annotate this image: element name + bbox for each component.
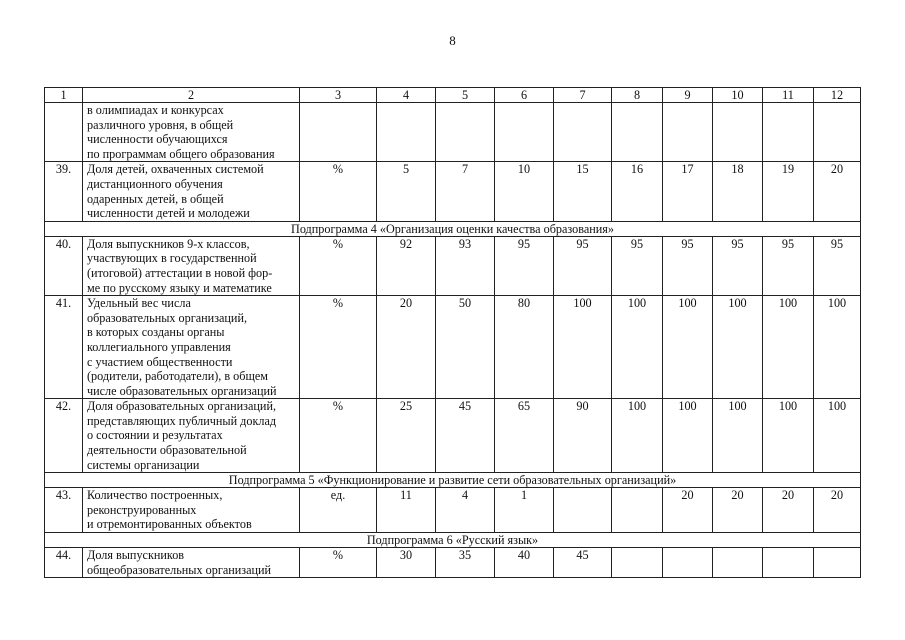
year-value: 45 <box>436 399 495 473</box>
year-value <box>713 548 763 578</box>
column-number: 3 <box>300 88 377 103</box>
unit-of-measure: % <box>300 162 377 221</box>
column-number-row <box>45 88 861 103</box>
year-value: 7 <box>436 162 495 221</box>
year-value: 4 <box>436 488 495 533</box>
year-value <box>663 103 713 162</box>
year-value: 100 <box>814 296 861 399</box>
year-value: 20 <box>814 488 861 533</box>
year-value <box>763 103 814 162</box>
year-value <box>377 103 436 162</box>
year-value: 95 <box>495 236 554 295</box>
subprogram-title: Подпрограмма 4 «Организация оценки качества образования» <box>45 221 861 236</box>
year-value: 50 <box>436 296 495 399</box>
year-value: 95 <box>612 236 663 295</box>
page-number: 8 <box>449 33 456 48</box>
unit-of-measure <box>300 103 377 162</box>
year-value: 15 <box>554 162 612 221</box>
year-value: 40 <box>495 548 554 578</box>
year-value: 16 <box>612 162 663 221</box>
subprogram-row <box>45 221 861 236</box>
year-value <box>554 103 612 162</box>
indicator-name: Доля выпускников общеобразовательных организаций <box>83 548 300 578</box>
year-value <box>663 548 713 578</box>
year-value: 95 <box>713 236 763 295</box>
year-value: 93 <box>436 236 495 295</box>
year-value <box>814 548 861 578</box>
table-row <box>45 548 861 578</box>
unit-of-measure: % <box>300 548 377 578</box>
row-number: 44. <box>45 548 83 578</box>
year-value: 100 <box>763 296 814 399</box>
year-value <box>814 103 861 162</box>
year-value: 30 <box>377 548 436 578</box>
unit-of-measure: % <box>300 236 377 295</box>
unit-of-measure: ед. <box>300 488 377 533</box>
subprogram-row <box>45 533 861 548</box>
year-value: 95 <box>554 236 612 295</box>
table-row <box>45 162 861 221</box>
year-value: 90 <box>554 399 612 473</box>
subprogram-title: Подпрограмма 5 «Функционирование и развитие сети образовательных организаций» <box>45 473 861 488</box>
year-value <box>612 103 663 162</box>
unit-of-measure: % <box>300 399 377 473</box>
year-value <box>763 548 814 578</box>
year-value: 95 <box>663 236 713 295</box>
column-number: 12 <box>814 88 861 103</box>
indicator-name: в олимпиадах и конкурсах различного уровня, в общей численности обучающихся по программам общего образования <box>83 103 300 162</box>
year-value: 100 <box>663 399 713 473</box>
year-value: 100 <box>612 399 663 473</box>
year-value: 95 <box>814 236 861 295</box>
year-value <box>436 103 495 162</box>
indicators-table <box>44 87 861 578</box>
year-value: 100 <box>663 296 713 399</box>
year-value: 95 <box>763 236 814 295</box>
column-number: 2 <box>83 88 300 103</box>
year-value: 92 <box>377 236 436 295</box>
year-value <box>612 548 663 578</box>
row-number <box>45 103 83 162</box>
table-row <box>45 296 861 399</box>
column-number: 4 <box>377 88 436 103</box>
row-number: 43. <box>45 488 83 533</box>
table-row <box>45 488 861 533</box>
year-value: 20 <box>763 488 814 533</box>
indicator-name: Доля выпускников 9-х классов, участвующих в государственной (итоговой) аттестации в новой фор- ме по русскому языку и математике <box>83 236 300 295</box>
indicator-name: Количество построенных, реконструированных и отремонтированных объектов <box>83 488 300 533</box>
column-number: 11 <box>763 88 814 103</box>
row-number: 40. <box>45 236 83 295</box>
year-value: 65 <box>495 399 554 473</box>
year-value: 20 <box>713 488 763 533</box>
column-number: 10 <box>713 88 763 103</box>
indicator-name: Удельный вес числа образовательных организаций, в которых созданы органы коллегиального управления с участием общественности (родители, работодатели), в общем числе образовательных организаций <box>83 296 300 399</box>
year-value: 100 <box>554 296 612 399</box>
year-value: 18 <box>713 162 763 221</box>
year-value: 100 <box>713 296 763 399</box>
indicator-name: Доля детей, охваченных системой дистанционного обучения одаренных детей, в общей численности детей и молодежи <box>83 162 300 221</box>
unit-of-measure: % <box>300 296 377 399</box>
year-value <box>612 488 663 533</box>
column-number: 8 <box>612 88 663 103</box>
year-value: 11 <box>377 488 436 533</box>
row-number: 41. <box>45 296 83 399</box>
year-value: 20 <box>663 488 713 533</box>
year-value: 35 <box>436 548 495 578</box>
subprogram-title: Подпрограмма 6 «Русский язык» <box>45 533 861 548</box>
table-row <box>45 236 861 295</box>
table-row <box>45 103 861 162</box>
column-number: 5 <box>436 88 495 103</box>
year-value: 20 <box>377 296 436 399</box>
subprogram-row <box>45 473 861 488</box>
column-number: 1 <box>45 88 83 103</box>
table-row <box>45 399 861 473</box>
year-value: 100 <box>713 399 763 473</box>
year-value: 17 <box>663 162 713 221</box>
year-value: 1 <box>495 488 554 533</box>
year-value: 19 <box>763 162 814 221</box>
year-value: 100 <box>612 296 663 399</box>
year-value: 5 <box>377 162 436 221</box>
column-number: 7 <box>554 88 612 103</box>
year-value: 25 <box>377 399 436 473</box>
year-value: 45 <box>554 548 612 578</box>
year-value: 10 <box>495 162 554 221</box>
year-value: 100 <box>814 399 861 473</box>
year-value: 100 <box>763 399 814 473</box>
year-value <box>713 103 763 162</box>
year-value: 80 <box>495 296 554 399</box>
year-value: 20 <box>814 162 861 221</box>
year-value <box>495 103 554 162</box>
row-number: 39. <box>45 162 83 221</box>
column-number: 6 <box>495 88 554 103</box>
row-number: 42. <box>45 399 83 473</box>
year-value <box>554 488 612 533</box>
indicator-name: Доля образовательных организаций, представляющих публичный доклад о состоянии и результатах деятельности образовательной системы организации <box>83 399 300 473</box>
column-number: 9 <box>663 88 713 103</box>
